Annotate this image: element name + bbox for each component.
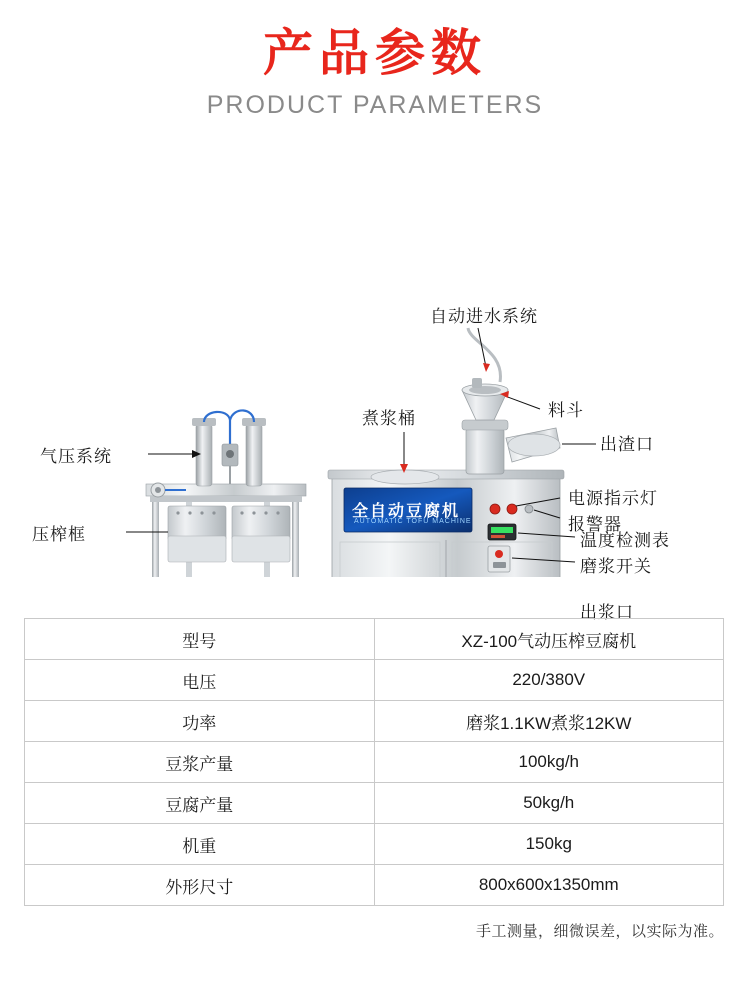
measurement-note: 手工测量，细微误差，以实际为准。: [475, 923, 724, 940]
spec-key: 豆浆产量: [25, 742, 375, 783]
page-subtitle: PRODUCT PARAMETERS: [206, 91, 544, 119]
spec-key: 外形尺寸: [25, 865, 375, 906]
spec-key: 豆腐产量: [25, 783, 375, 824]
machine-badge: 全自动豆腐机: [352, 503, 461, 520]
spec-value: 150kg: [374, 824, 724, 865]
spec-value: 磨浆1.1KW煮浆12KW: [374, 701, 724, 742]
callout-power-indicator: 电源指示灯: [568, 489, 658, 508]
callout-temperature-gauge: 温度检测表: [580, 531, 670, 550]
page-title: 产品参数: [263, 25, 487, 81]
callout-pulp-outlet: 出浆口: [580, 603, 634, 622]
table-row: [25, 865, 724, 906]
table-row: [25, 701, 724, 742]
callout-pressing-frame: 压榨框: [32, 525, 86, 544]
spec-value: XZ-100气动压榨豆腐机: [374, 619, 724, 660]
table-row: [25, 660, 724, 701]
callout-grinding-switch: 磨浆开关: [580, 557, 652, 576]
callout-hopper: 料斗: [548, 401, 584, 420]
spec-key: 机重: [25, 824, 375, 865]
callout-air-pressure-system: 气压系统: [40, 447, 112, 466]
callout-residue-outlet: 出渣口: [600, 435, 654, 454]
spec-key: 功率: [25, 701, 375, 742]
callout-slurry-bucket: 煮浆桶: [362, 409, 416, 428]
page-header: [0, 0, 750, 120]
callout-auto-water-system: 自动进水系统: [430, 307, 538, 326]
spec-table: [24, 618, 724, 906]
spec-table-wrapper: [24, 618, 724, 941]
machine-diagram: [0, 132, 750, 622]
machine-badge-sub: AUTOMATIC TOFU MACHINE: [354, 518, 472, 525]
table-row: [25, 824, 724, 865]
callout-alarm: 报警器: [568, 515, 622, 534]
table-row: [25, 619, 724, 660]
spec-value: 800x600x1350mm: [374, 865, 724, 906]
spec-key: 型号: [25, 619, 375, 660]
spec-value: 220/380V: [374, 660, 724, 701]
spec-value: 100kg/h: [374, 742, 724, 783]
table-row: [25, 742, 724, 783]
table-row: [25, 783, 724, 824]
spec-value: 50kg/h: [374, 783, 724, 824]
spec-key: 电压: [25, 660, 375, 701]
